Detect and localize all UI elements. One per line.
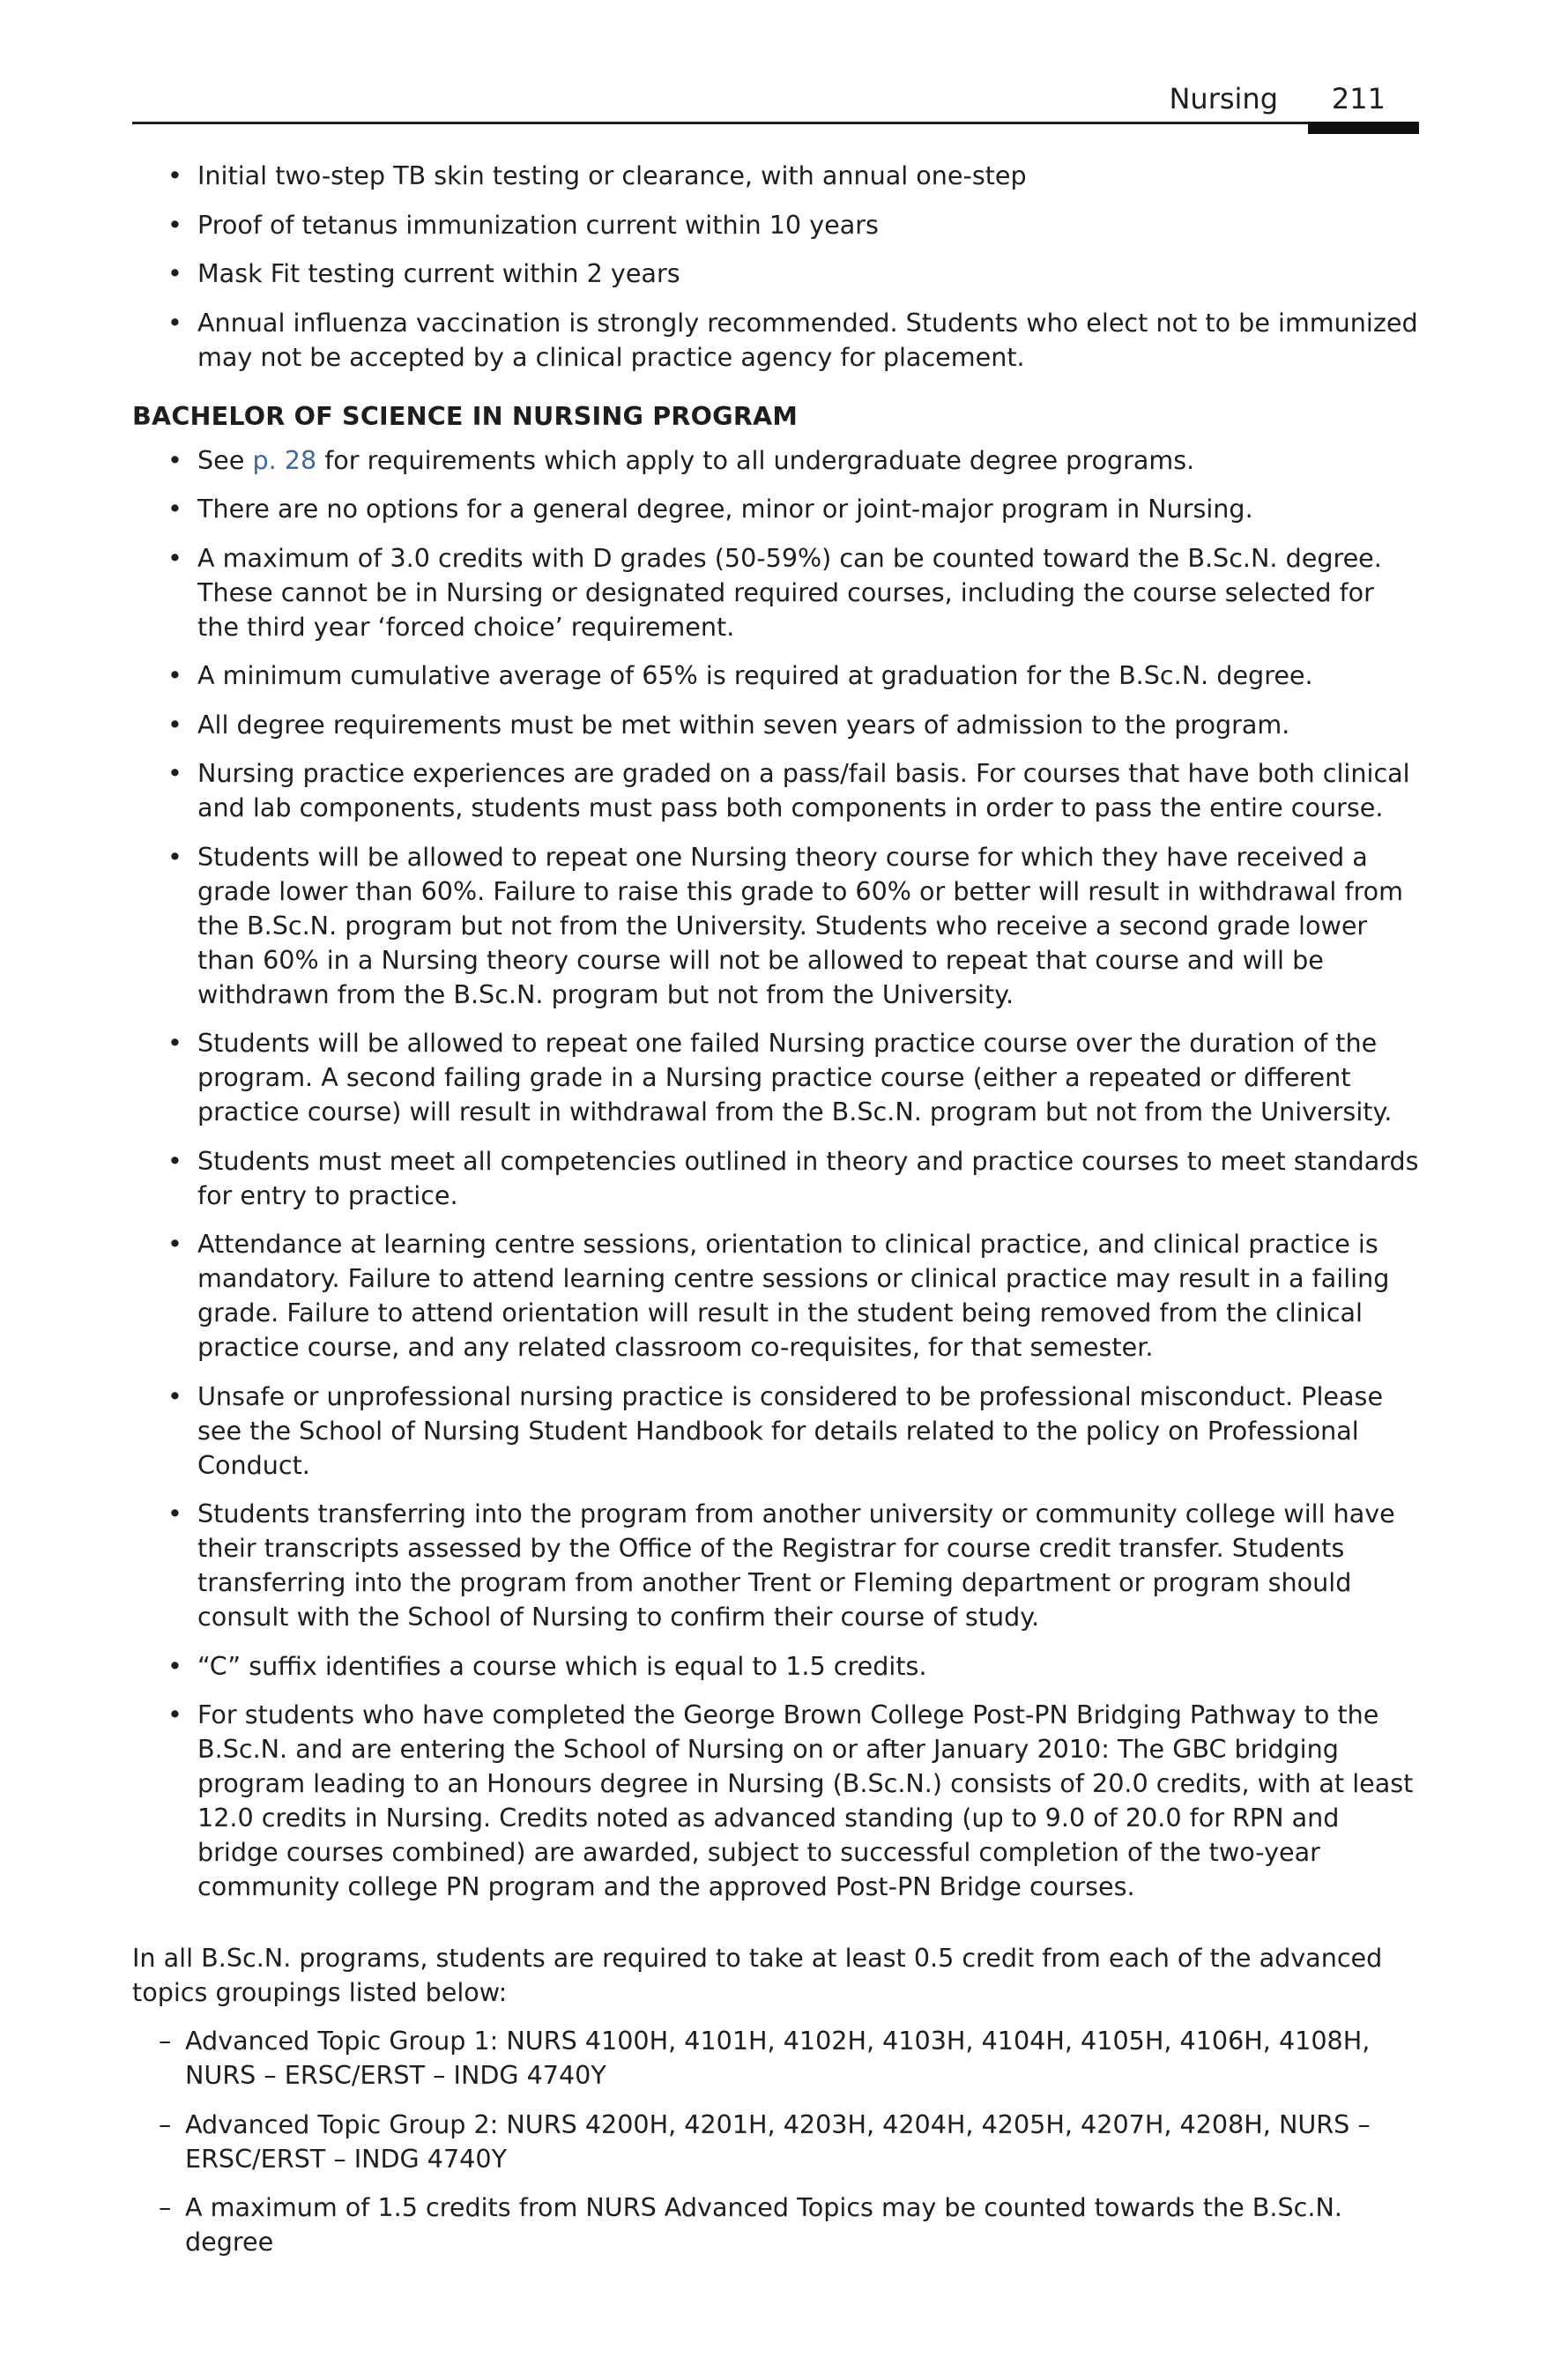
advanced-topics-intro: In all B.Sc.N. programs, students are required to take at least 0.5 credit from each of the advanced topics groupings listed below: (132, 1943, 1383, 2007)
list-item (132, 2108, 1419, 2176)
list-item-text: Students will be allowed to repeat one failed Nursing practice course over the duration of the program. A second failing grade in a Nursing practice course (either a repeated or different practice course) will result in withdrawal from the B.Sc.N. program but not from the University. (197, 1028, 1393, 1127)
list-item (132, 1380, 1419, 1483)
document-page (132, 0, 1419, 2380)
list-item-text: Proof of tetanus immunization current within 10 years (197, 209, 879, 240)
list-item (132, 306, 1419, 375)
bullet-marker: • (167, 1028, 182, 1058)
list-item-text: All degree requirements must be met within seven years of admission to the program. (197, 709, 1290, 740)
list-item (132, 1026, 1419, 1129)
bullet-marker: • (167, 1229, 182, 1259)
program-requirements-list (132, 443, 1419, 1905)
bullet-marker: • (167, 209, 182, 240)
list-item (132, 541, 1419, 644)
see-suffix-text: for requirements which apply to all undergraduate degree programs. (316, 444, 1195, 475)
list-item-text: A minimum cumulative average of 65% is required at graduation for the B.Sc.N. degree. (197, 660, 1313, 690)
bullet-marker: • (167, 542, 182, 573)
health-requirements-list (132, 159, 1419, 375)
header-tab-bar (1308, 122, 1419, 134)
bullet-marker: • (167, 709, 182, 740)
list-item-text: A maximum of 1.5 credits from NURS Advanced Topics may be counted towards the B.Sc.N. degree (185, 2192, 1342, 2257)
list-item-text: Students will be allowed to repeat one Nursing theory course for which they have received a grade lower than 60%. Failure to raise this grade to 60% or better will result in withdrawal from the B.Sc.N. program but not from the University. Students who receive a second grade lower than 60% in a Nursing theory course will not be allowed to repeat that course and will be withdrawn from the B.Sc.N. program but not from the University. (197, 841, 1404, 1009)
list-item-text: Students must meet all competencies outlined in theory and practice courses to meet standards for entry to practice. (197, 1145, 1419, 1210)
header-rule (132, 122, 1419, 124)
bullet-marker: • (167, 1380, 182, 1411)
list-item-text: Advanced Topic Group 2: NURS 4200H, 4201H, 4203H, 4204H, 4205H, 4207H, 4208H, NURS – ERSC/ERST – INDG 4740Y (185, 2109, 1371, 2174)
list-item (132, 1649, 1419, 1684)
page-reference-link[interactable]: p. 28 (252, 444, 317, 475)
list-item-text: Advanced Topic Group 1: NURS 4100H, 4101H, 4102H, 4103H, 4104H, 4105H, 4106H, 4108H, NURS – ERSC/ERST – INDG 4740Y (185, 2026, 1371, 2090)
bullet-marker: • (167, 1699, 182, 1729)
list-item-text: There are no options for a general degree, minor or joint-major program in Nursing. (197, 494, 1253, 524)
list-item-text: For students who have completed the George Brown College Post-PN Bridging Pathway to the B.Sc.N. and are entering the School of Nursing on or after January 2010: The GBC bridging program leading to an Honours degree in Nursing (B.Sc.N.) consists of 20.0 credits, with at least 12.0 credits in Nursing. Credits noted as advanced standing (up to 9.0 of 20.0 for RPN and bridge courses combined) are awarded, subject to successful completion of the two-year community college PN program and the approved Post-PN Bridge courses. (197, 1699, 1414, 1901)
bullet-marker: • (167, 444, 182, 475)
page-number: 211 (1331, 82, 1386, 115)
list-item (132, 159, 1419, 193)
list-item (132, 208, 1419, 242)
dash-marker: – (159, 2109, 172, 2139)
list-item (132, 443, 1419, 478)
dash-marker: – (159, 2192, 172, 2222)
bullet-marker: • (167, 258, 182, 288)
list-item-text: A maximum of 3.0 credits with D grades (50-59%) can be counted toward the B.Sc.N. degree. These cannot be in Nursing or designated required courses, including the course selected for the third year ‘forced choice’ requirement. (197, 542, 1382, 642)
list-item (132, 840, 1419, 1012)
list-item (132, 1497, 1419, 1634)
bullet-marker: • (167, 841, 182, 872)
list-item-text: Nursing practice experiences are graded on a pass/fail basis. For courses that have both clinical and lab components, students must pass both components in order to pass the entire course. (197, 758, 1410, 822)
bullet-marker: • (167, 494, 182, 524)
list-item (132, 257, 1419, 291)
list-item-text: “C” suffix identifies a course which is equal to 1.5 credits. (197, 1650, 927, 1681)
list-item (132, 492, 1419, 526)
list-item-text: Annual influenza vaccination is strongly recommended. Students who elect not to be immunized may not be accepted by a clinical practice agency for placement. (197, 307, 1418, 372)
list-item (132, 2190, 1419, 2259)
bullet-marker: • (167, 1499, 182, 1528)
page-content (132, 159, 1419, 2274)
list-item-text: Attendance at learning centre sessions, orientation to clinical practice, and clinical practice is mandatory. Failure to attend learning centre sessions or clinical practice may result in a failing grade. Failure to attend orientation will result in the student being removed from the clinical practice course, and any related classroom co-requisites, for that semester. (197, 1229, 1390, 1362)
bullet-marker: • (167, 660, 182, 690)
list-item-text: Mask Fit testing current within 2 years (197, 258, 680, 288)
list-item-text: Initial two-step TB skin testing or clearance, with annual one-step (197, 160, 1027, 190)
section-heading: BACHELOR OF SCIENCE IN NURSING PROGRAM (132, 400, 799, 431)
list-item (132, 1698, 1419, 1904)
list-item (132, 2024, 1419, 2093)
dash-marker: – (159, 2026, 172, 2056)
list-item (132, 708, 1419, 742)
see-prefix-text: See (197, 444, 253, 475)
header-section-title: Nursing (1169, 82, 1278, 115)
bullet-marker: • (167, 160, 182, 190)
list-item (132, 1144, 1419, 1213)
list-item (132, 658, 1419, 693)
advanced-topics-list (132, 2024, 1419, 2259)
running-header (132, 78, 1419, 139)
bullet-marker: • (167, 307, 182, 338)
list-item-text: Students transferring into the program from another university or community college will have their transcripts assessed by the Office of the Registrar for course credit transfer. Students transferring into the program from another Trent or Fleming department or program should consult with the School of Nursing to confirm their course of study. (197, 1499, 1395, 1632)
bullet-marker: • (167, 1145, 182, 1176)
bullet-marker: • (167, 758, 182, 788)
list-item (132, 756, 1419, 825)
list-item-text: Unsafe or unprofessional nursing practice is considered to be professional misconduct. Please see the School of Nursing Student Handbook for details related to the policy on Professional Conduct. (197, 1380, 1384, 1480)
list-item (132, 1227, 1419, 1365)
bullet-marker: • (167, 1650, 182, 1681)
